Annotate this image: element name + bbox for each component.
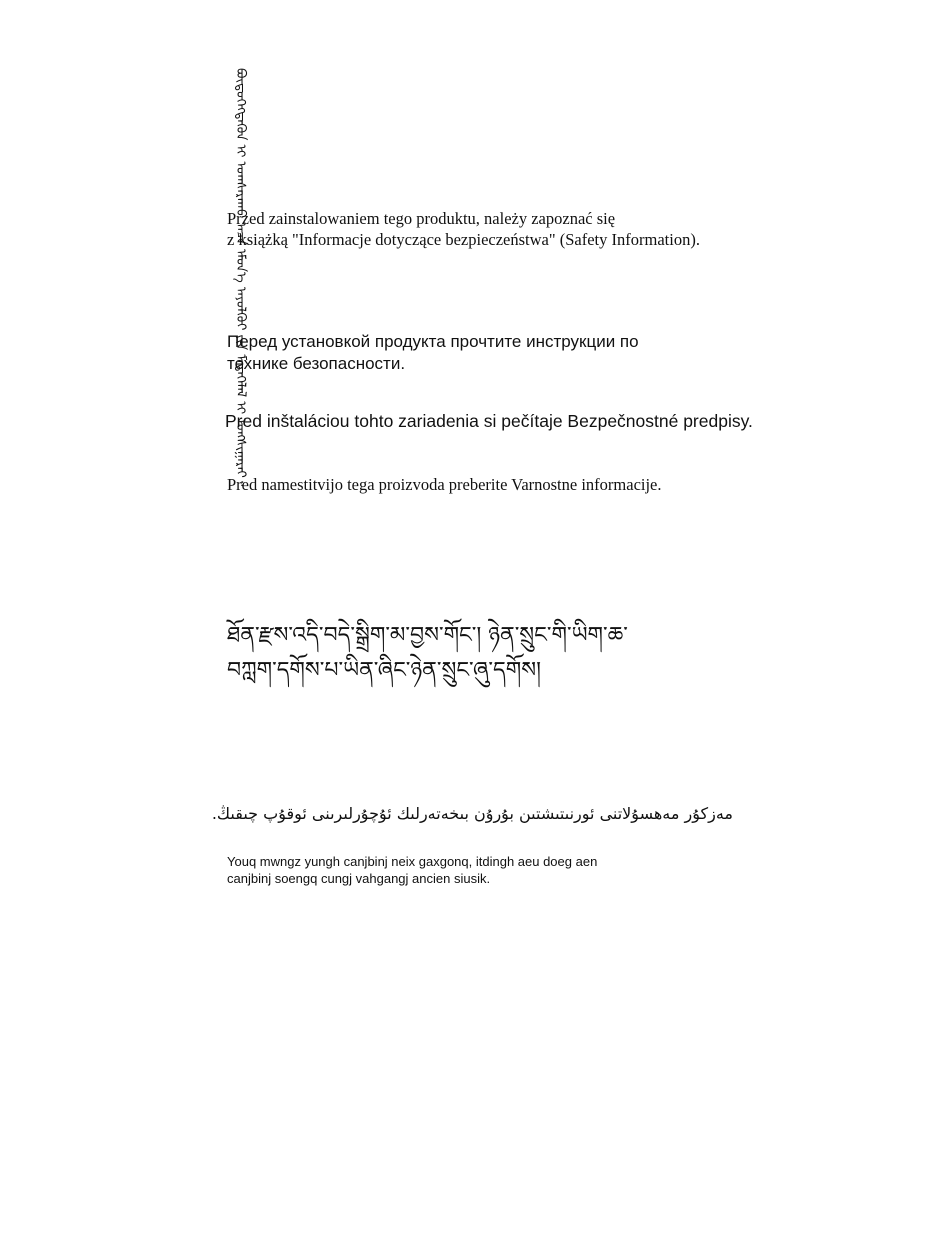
polish-line-1: Przed zainstalowaniem tego produktu, należy zapoznać się [227,209,616,228]
tibetan-safety-notice [227,618,628,688]
tibetan-line-2: བཀླག་དགོས་པ་ཡིན་ཞིང་ཉེན་སྲུང་ཞུ་དགོས། [227,658,541,683]
uyghur-safety-notice: مەزكۇر مەھسۇلاتنى ئورنىتىشتىن بۇرۇن بىخەتەرلىك ئۇچۇرلىرىنى ئوقۇپ چىقىڭ. [211,804,733,823]
slovenian-safety-notice [227,474,662,495]
russian-line-2: технике безопасности. [227,353,406,373]
slovak-line: Pred inštaláciou tohto zariadenia si pečítaje Bezpečnostné predpisy. [225,411,753,431]
zhuang-safety-notice [227,853,597,887]
russian-safety-notice [227,331,639,374]
zhuang-line-2: canjbinj soengq cungj vahgangj ancien siusik. [227,871,491,886]
russian-line-1: Перед установкой продукта прочтите инструкции по [227,332,639,351]
zhuang-line-1: Youq mwngz yungh canjbinj neix gaxgonq, itdingh aeu doeg aen [227,854,598,869]
mongolian-safety-notice: ᠪᠦᠲᠦᠭᠡᠭᠳᠡᠬᠦᠨ ᠢ ᠤᠭᠰᠠᠷᠠᠬᠤ ᠠᠴᠠ ᠡᠮᠦᠨ᠎ᠡ ᠠᠶᠤᠯᠭᠦᠢ ᠶᠢᠨ ᠮᠡᠳᠡᠭᠡᠯᠡᠯ ᠢ ᠤᠩᠰᠢᠭᠠᠷᠠᠢ᠃ [233,68,248,487]
slovak-safety-notice [225,410,753,432]
tibetan-line-1: ཐོན་རྫས་འདི་བདེ་སྒྲིག་མ་བྱས་གོང་། ཉེན་སྲུང་གི་ཡིག་ཆ་ [227,623,628,648]
slovenian-line: Pred namestitvijo tega proizvoda preberite Varnostne informacije. [227,475,662,494]
polish-safety-notice [227,208,700,250]
polish-line-2: z książką "Informacje dotyczące bezpieczeństwa" (Safety Information). [227,230,700,249]
